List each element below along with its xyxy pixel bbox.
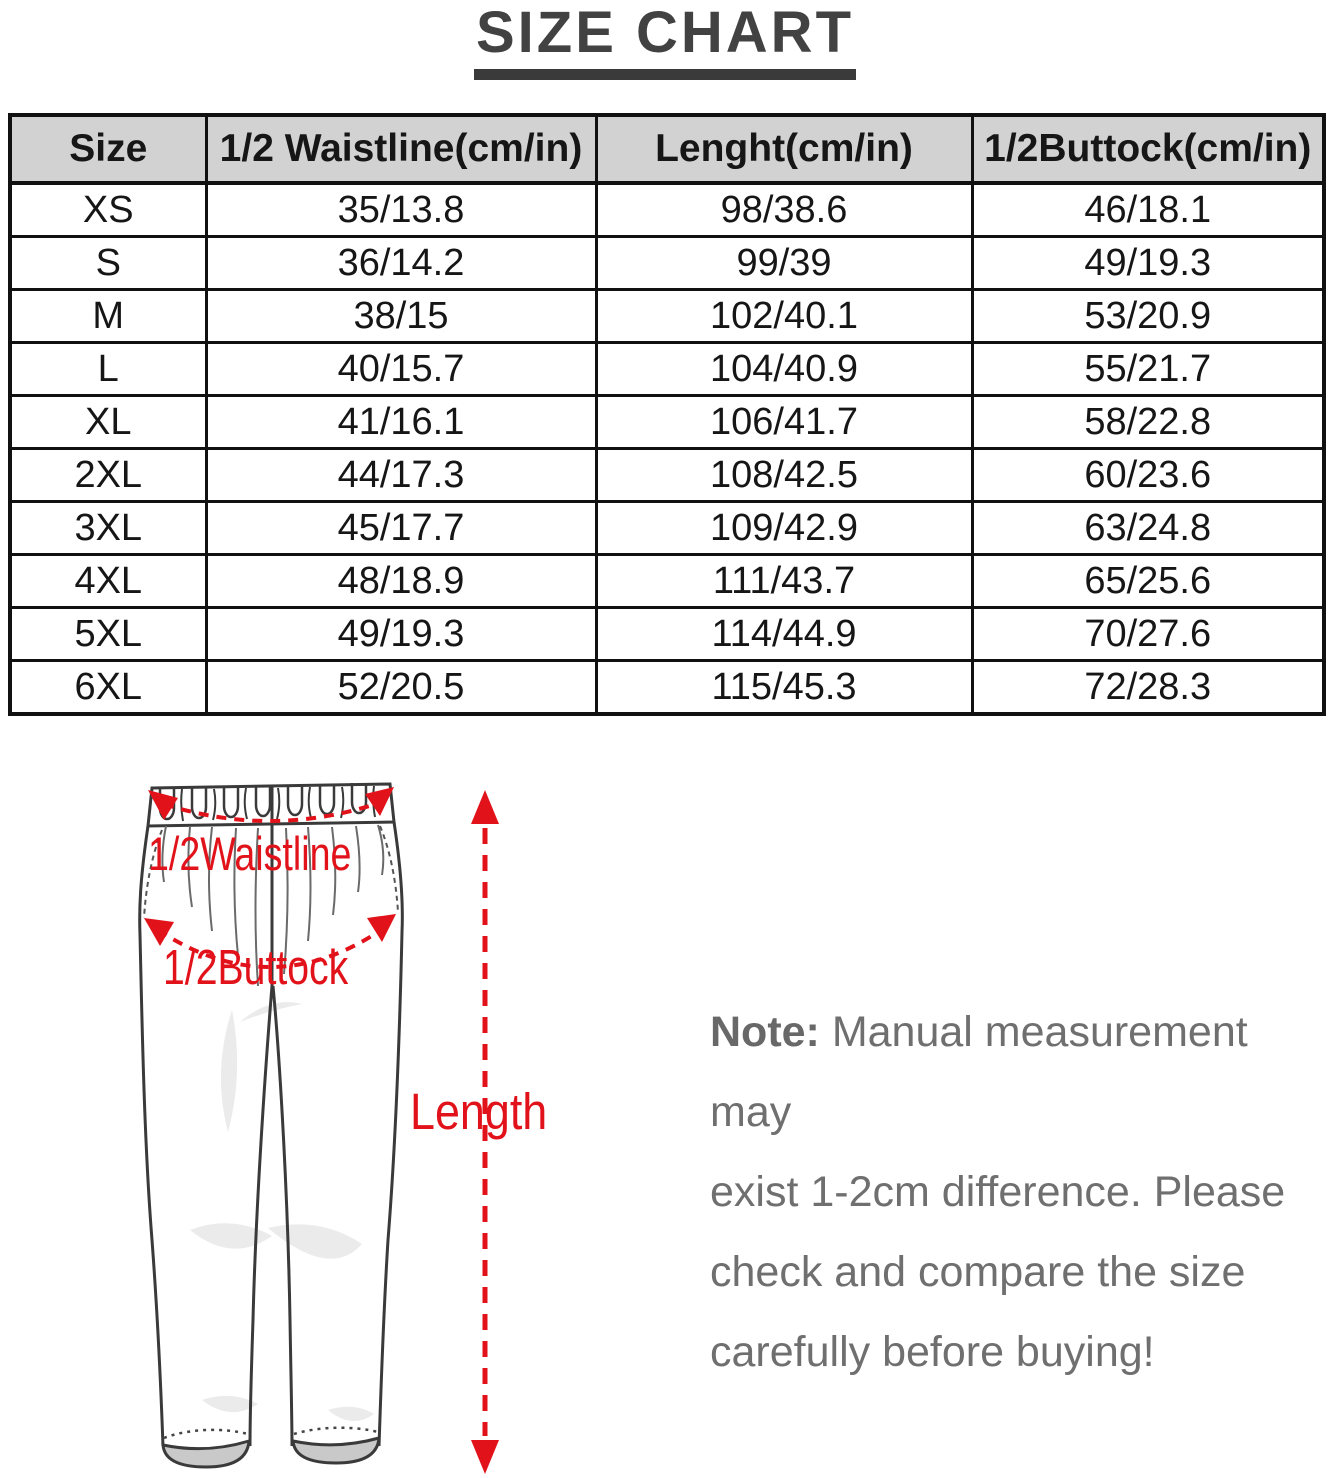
table-cell: 48/18.9 [206,555,596,608]
note-line: exist 1-2cm difference. Please [710,1168,1286,1216]
table-cell: 36/14.2 [206,237,596,290]
table-cell: 114/44.9 [596,608,972,661]
size-cell: 3XL [10,502,206,555]
table-cell: 40/15.7 [206,343,596,396]
table-cell: 63/24.8 [972,502,1324,555]
table-cell: 49/19.3 [972,237,1324,290]
header-row [10,115,1324,183]
table-cell: 58/22.8 [972,396,1324,449]
length-label: Length [410,1083,548,1140]
size-cell: 5XL [10,608,206,661]
table-cell: 98/38.6 [596,183,972,237]
table-row [10,343,1324,396]
waistline-label: 1/2Waistline [148,827,352,880]
table-cell: 53/20.9 [972,290,1324,343]
table-row [10,502,1324,555]
table-cell: 41/16.1 [206,396,596,449]
note-prefix: Note: [710,1008,820,1056]
note-text [710,992,1330,1392]
size-cell: 2XL [10,449,206,502]
note-line-1: Manual measurement may [710,1008,1248,1136]
table-cell: 109/42.9 [596,502,972,555]
table-cell: 52/20.5 [206,661,596,715]
table-row [10,290,1324,343]
column-header-waistline: 1/2 Waistline(cm/in) [206,115,596,183]
table-cell: 108/42.5 [596,449,972,502]
size-cell: XS [10,183,206,237]
table-cell: 104/40.9 [596,343,972,396]
size-cell: S [10,237,206,290]
table-cell: 60/23.6 [972,449,1324,502]
title-section [0,0,1330,80]
size-cell: 6XL [10,661,206,715]
note-line [710,992,1330,1152]
table-cell: 115/45.3 [596,661,972,715]
table-cell: 44/17.3 [206,449,596,502]
note-line: carefully before buying! [710,1328,1155,1376]
table-row [10,608,1324,661]
table-cell: 45/17.7 [206,502,596,555]
table-row [10,396,1324,449]
table-cell: 55/21.7 [972,343,1324,396]
note-line: check and compare the size [710,1248,1246,1296]
table-row [10,183,1324,237]
table-row [10,661,1324,715]
table-row [10,555,1324,608]
table-cell: 38/15 [206,290,596,343]
table-cell: 72/28.3 [972,661,1324,715]
table-row [10,237,1324,290]
table-cell: 106/41.7 [596,396,972,449]
table-cell: 102/40.1 [596,290,972,343]
size-table [8,113,1326,716]
pants-outline [140,783,403,1467]
table-cell: 46/18.1 [972,183,1324,237]
buttock-label: 1/2Buttock [163,941,349,995]
table-cell: 35/13.8 [206,183,596,237]
size-cell: XL [10,396,206,449]
column-header-size: Size [10,115,206,183]
table-cell: 111/43.7 [596,555,972,608]
size-cell: M [10,290,206,343]
table-cell: 65/25.6 [972,555,1324,608]
table-cell: 49/19.3 [206,608,596,661]
column-header-length: Lenght(cm/in) [596,115,972,183]
table-cell: 70/27.6 [972,608,1324,661]
page-title: SIZE CHART [474,4,856,80]
column-header-buttock: 1/2Buttock(cm/in) [972,115,1324,183]
size-cell: 4XL [10,555,206,608]
table-row [10,449,1324,502]
table-cell: 99/39 [596,237,972,290]
size-cell: L [10,343,206,396]
